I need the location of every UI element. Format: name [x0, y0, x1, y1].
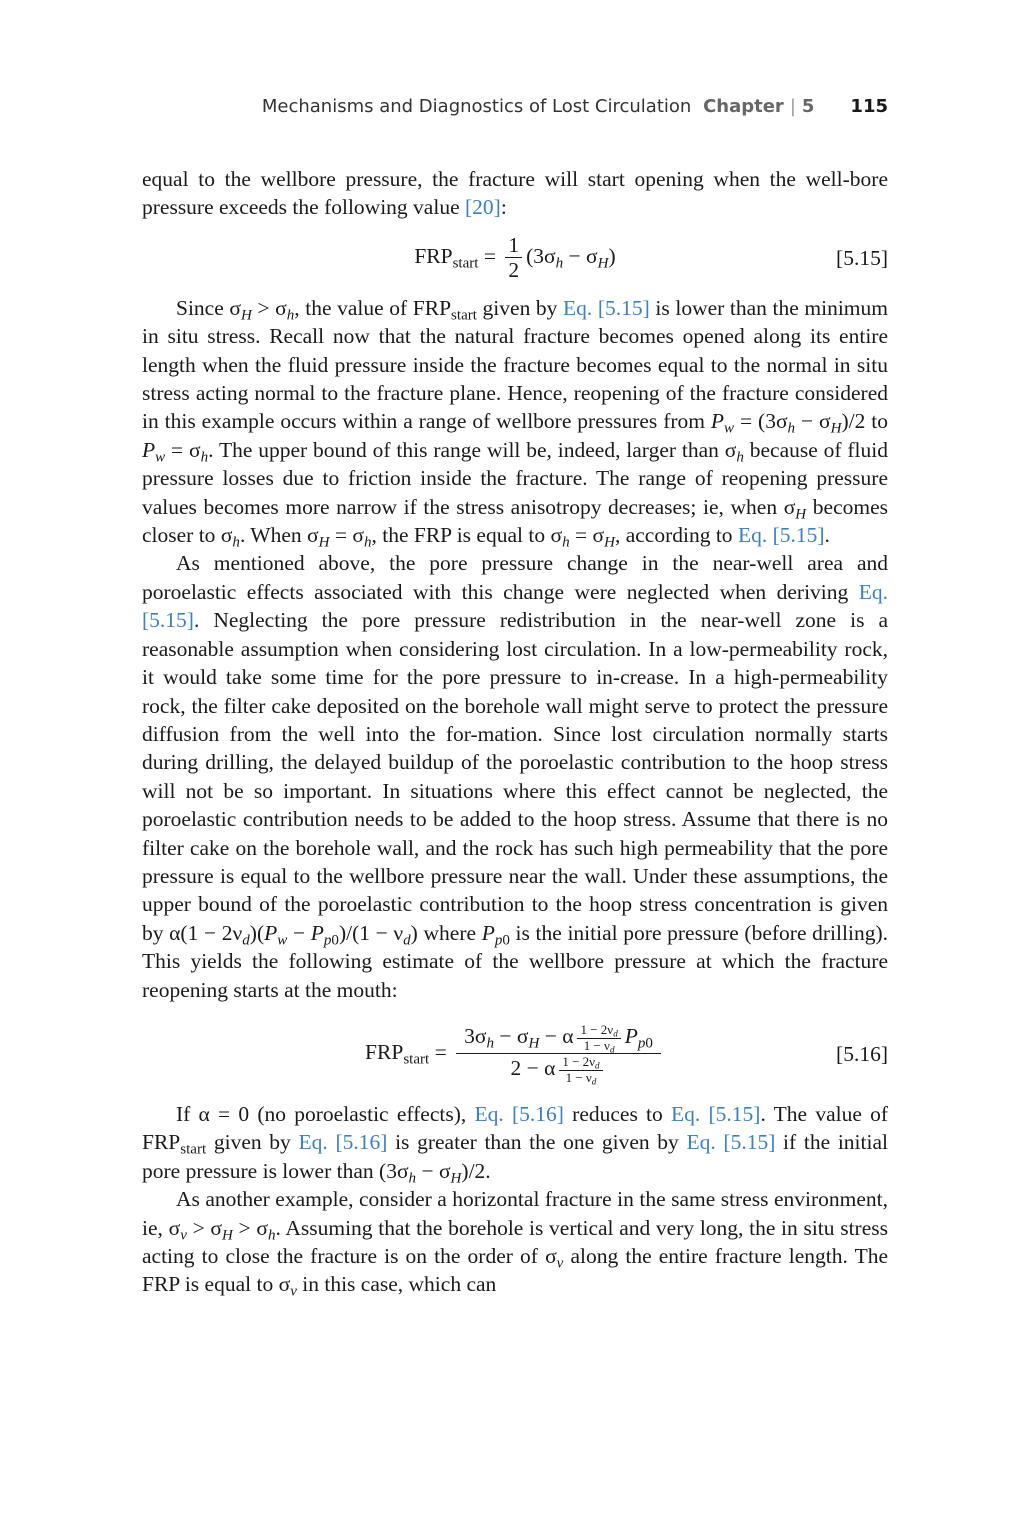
one-half-fraction: $\frac{1}{2}$ [505, 233, 522, 283]
equation-link[interactable]: Eq. [5.15] [563, 295, 650, 320]
main-fraction: $3\sigma_h - \sigma_H - \alpha$ $\frac{1 - 2\nu_d}{1 - \nu_d}$ $P_{p0}$ 2 − α $\frac{1 - 2\nu_d}{1 - \nu_d}$ [456, 1022, 661, 1086]
equation-link[interactable]: Eq. [5.15] [686, 1130, 776, 1155]
equation-link[interactable]: Eq. [5.15] [737, 523, 825, 548]
citation-link[interactable]: [20] [464, 195, 501, 220]
equation-number: [5.16] [836, 1041, 888, 1066]
paragraph-2: Since $\sigma_H > \sigma_h$, the value of $FRP_{start}$ given by Eq. [5.15] is lower than the minimum in situ stress. Recall now that the natural fracture becomes opened along its entire length when the fluid pressure inside the fracture becomes equal to the normal in situ stress acting normal to the fracture plane. Hence, reopening of the fracture considered in this example occurs within a range of wellbore pressures from $P_w = (3\sigma_h - \sigma_H)/2$ to $P_w = \sigma_h$. The upper bound of this range will be, indeed, larger than $\sigma_h$ because of fluid pressure losses due to friction inside the fracture. The range of reopening pressure values becomes more narrow if the stress anisotropy decreases; ie, when $\sigma_H$ becomes closer to $\sigma_h$. When $\sigma_H = \sigma_h$, the FRP is equal to $\sigma_h = \sigma_H$, according to Eq. [5.15]. [142, 295, 889, 551]
header-separator: | [789, 96, 796, 117]
equation-5-16 [142, 1010, 888, 1098]
equation-body: $FRP_{start}$ = $3\sigma_h - \sigma_H - \alpha$ $\frac{1 - 2\nu_d}{1 - \nu_d}$ $P_{p0}$ 2 − α $\frac{1 - 2\nu_d}{1 - \nu_d}$ [365, 1022, 665, 1086]
equation-link[interactable]: Eq. [5.15] [671, 1101, 761, 1126]
page-number: 115 [850, 96, 888, 117]
paragraph-1: equal to the wellbore pressure, the fracture will start opening when the well-bore pressure exceeds the following value [20]: [142, 167, 888, 220]
chapter-number: 5 [801, 96, 815, 117]
equation-number: [5.15] [836, 245, 888, 270]
paragraph-4: If α = 0 (no poroelastic effects), Eq. [5.16] reduces to Eq. [5.15]. The value of $FRP_{start}$ given by Eq. [5.16] is greater than the one given by Eq. [5.15] if the initial pore pressure is lower than $(3\sigma_h - \sigma_H)/2$. [142, 1101, 889, 1187]
running-header [142, 96, 888, 117]
equation-body: $FRP_{start}$ = $\frac{1}{2}$ $(3\sigma_h - \sigma_H)$ [414, 232, 616, 283]
equation-5-15 [142, 226, 888, 290]
equation-link[interactable]: Eq. [5.16] [474, 1101, 564, 1126]
paragraph-5: As another example, consider a horizontal fracture in the same stress environment, ie, $\sigma_v > \sigma_H > \sigma_h$. Assuming that the borehole is vertical and very long, the in situ stress acting to close the fracture is on the order of $\sigma_v$ along the entire fracture length. The FRP is equal to $\sigma_v$ in this case, which can [142, 1187, 888, 1300]
book-title: Mechanisms and Diagnostics of Lost Circulation [261, 96, 692, 117]
paragraph-3: As mentioned above, the pore pressure change in the near-well area and poroelastic effects associated with this change were neglected when deriving Eq. [5.15]. Neglecting the pore pressure redistribution in the near-well zone is a reasonable assumption when considering lost circulation. In a low-permeability rock, it would take some time for the pore pressure to in-crease. In a high-permeability rock, the filter cake deposited on the borehole wall might serve to protect the pressure diffusion from the well into the for-mation. Since lost circulation normally starts during drilling, the delayed buildup of the poroelastic contribution to the hoop stress will not be so important. In situations where this effect cannot be neglected, the poroelastic contribution needs to be added to the hoop stress. Assume that there is no filter cake on the borehole wall, and the rock has such high permeability that the pore pressure is equal to the wellbore pressure near the wall. Under these assumptions, the upper bound of the poroelastic contribution to the hoop stress concentration is given by $\alpha(1 - 2\nu_d)(P_w - P_{p0})/(1 - \nu_d)$ where $P_{p0}$ is the initial pore pressure (before drilling). This yields the following estimate of the wellbore pressure at which the fracture reopening starts at the mouth: [142, 551, 888, 1002]
equation-link[interactable]: Eq. [5.16] [298, 1130, 388, 1155]
equation-link[interactable]: Eq. [5.15] [142, 579, 888, 633]
chapter-label: Chapter [703, 96, 784, 117]
page-body [142, 165, 888, 1299]
